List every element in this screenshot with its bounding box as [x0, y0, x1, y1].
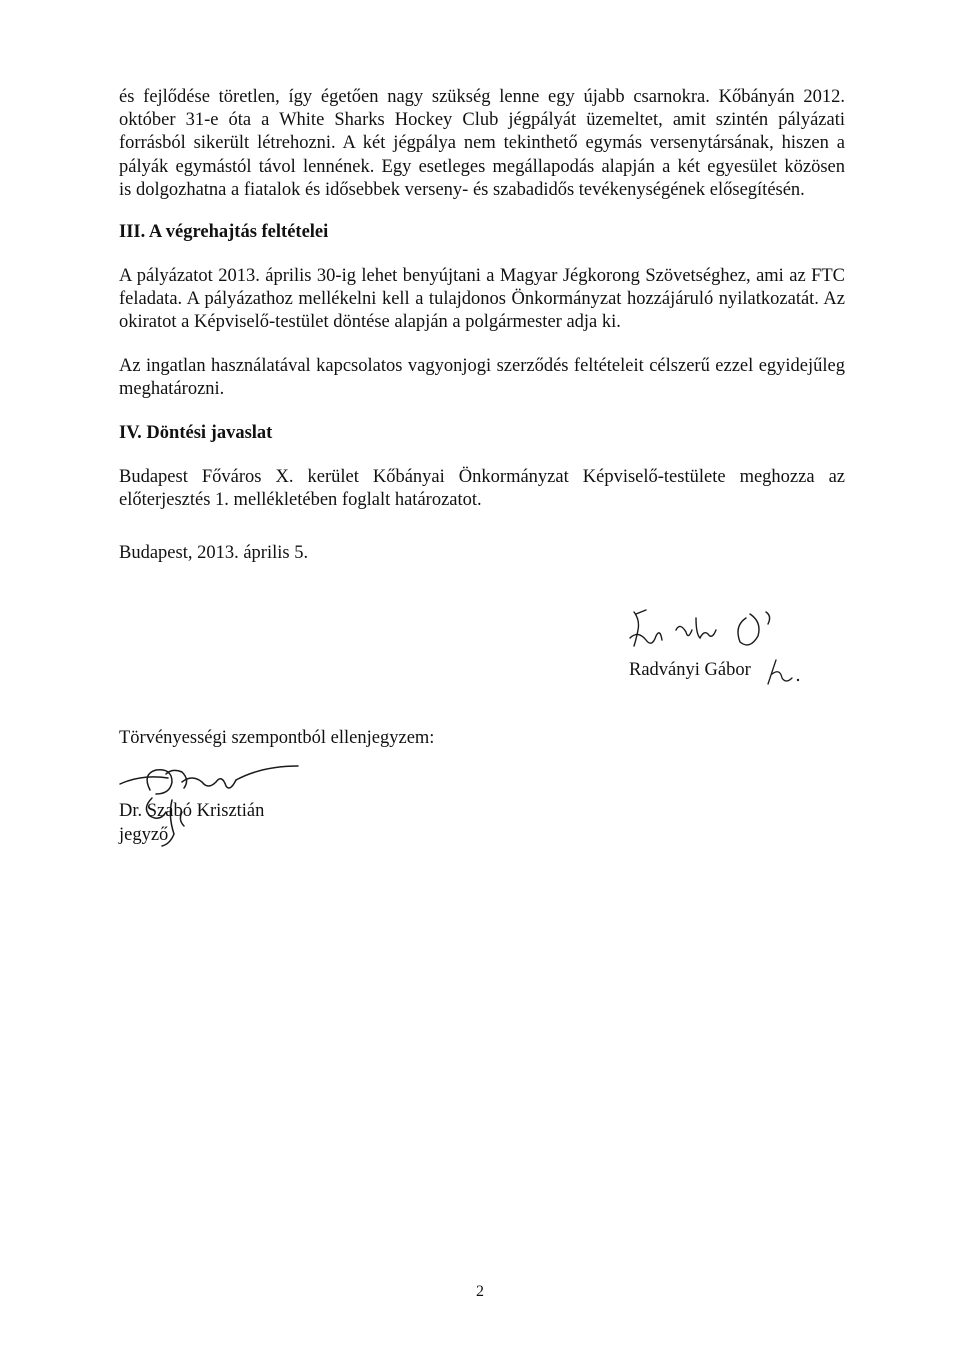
intro-line-2: október 31-e óta a White Sharks Hockey Club jégpályát üzemeltet, amit szintén pályázati — [119, 110, 845, 131]
intro-line-5: is dolgozhatna a fiatalok és idősebbek verseny- és szabadidős tevékenységének elősegítésén. — [119, 179, 805, 200]
section-3-paragraph-1: A pályázatot 2013. április 30-ig lehet benyújtani a Magyar Jégkorong Szövetséghez, ami az FTC feladata. A pályázathoz mellékelni kell a tulajdonos Önkormányzat hozzájáruló nyilatkozatát. Az okiratot a Képviselő-testület döntése alapján a polgármester adja ki. — [119, 266, 845, 333]
intro-line-4: pályák egymástól távol lennének. Egy esetleges megállapodás alapján a két egyesület közösen — [119, 156, 845, 177]
notary-name: Dr. Szabó Krisztián — [119, 801, 265, 821]
section-3-heading: III. A végrehajtás feltételei — [119, 222, 329, 242]
mayor-signature — [616, 600, 796, 660]
intro-line-3: forrásból sikerült létrehozni. A két jégpálya nem tekinthető egymás versenytársának, hiszen a — [119, 133, 845, 154]
date-line: Budapest, 2013. április 5. — [119, 543, 309, 563]
section-3-paragraph-2: Az ingatlan használatával kapcsolatos vagyonjogi szerződés feltételeit célszerű ezzel egyidejűleg meghatározni. — [119, 356, 845, 400]
mayor-name: Radványi Gábor — [629, 660, 751, 680]
mayor-initials — [764, 656, 804, 688]
countersign-label: Törvényességi szempontból ellenjegyzem: — [119, 728, 435, 748]
section-4-heading: IV. Döntési javaslat — [119, 423, 273, 443]
intro-line-1: és fejlődése töretlen, így égetően nagy szükség lenne egy újabb csarnokra. Kőbányán 2012. — [119, 87, 845, 107]
notary-title: jegyző — [119, 825, 169, 845]
intro-paragraph — [119, 86, 845, 202]
page-number: 2 — [476, 1283, 484, 1300]
section-4-paragraph: Budapest Főváros X. kerület Kőbányai Önkormányzat Képviselő-testülete meghozza az előterjesztés 1. mellékletében foglalt határozatot. — [119, 467, 845, 511]
